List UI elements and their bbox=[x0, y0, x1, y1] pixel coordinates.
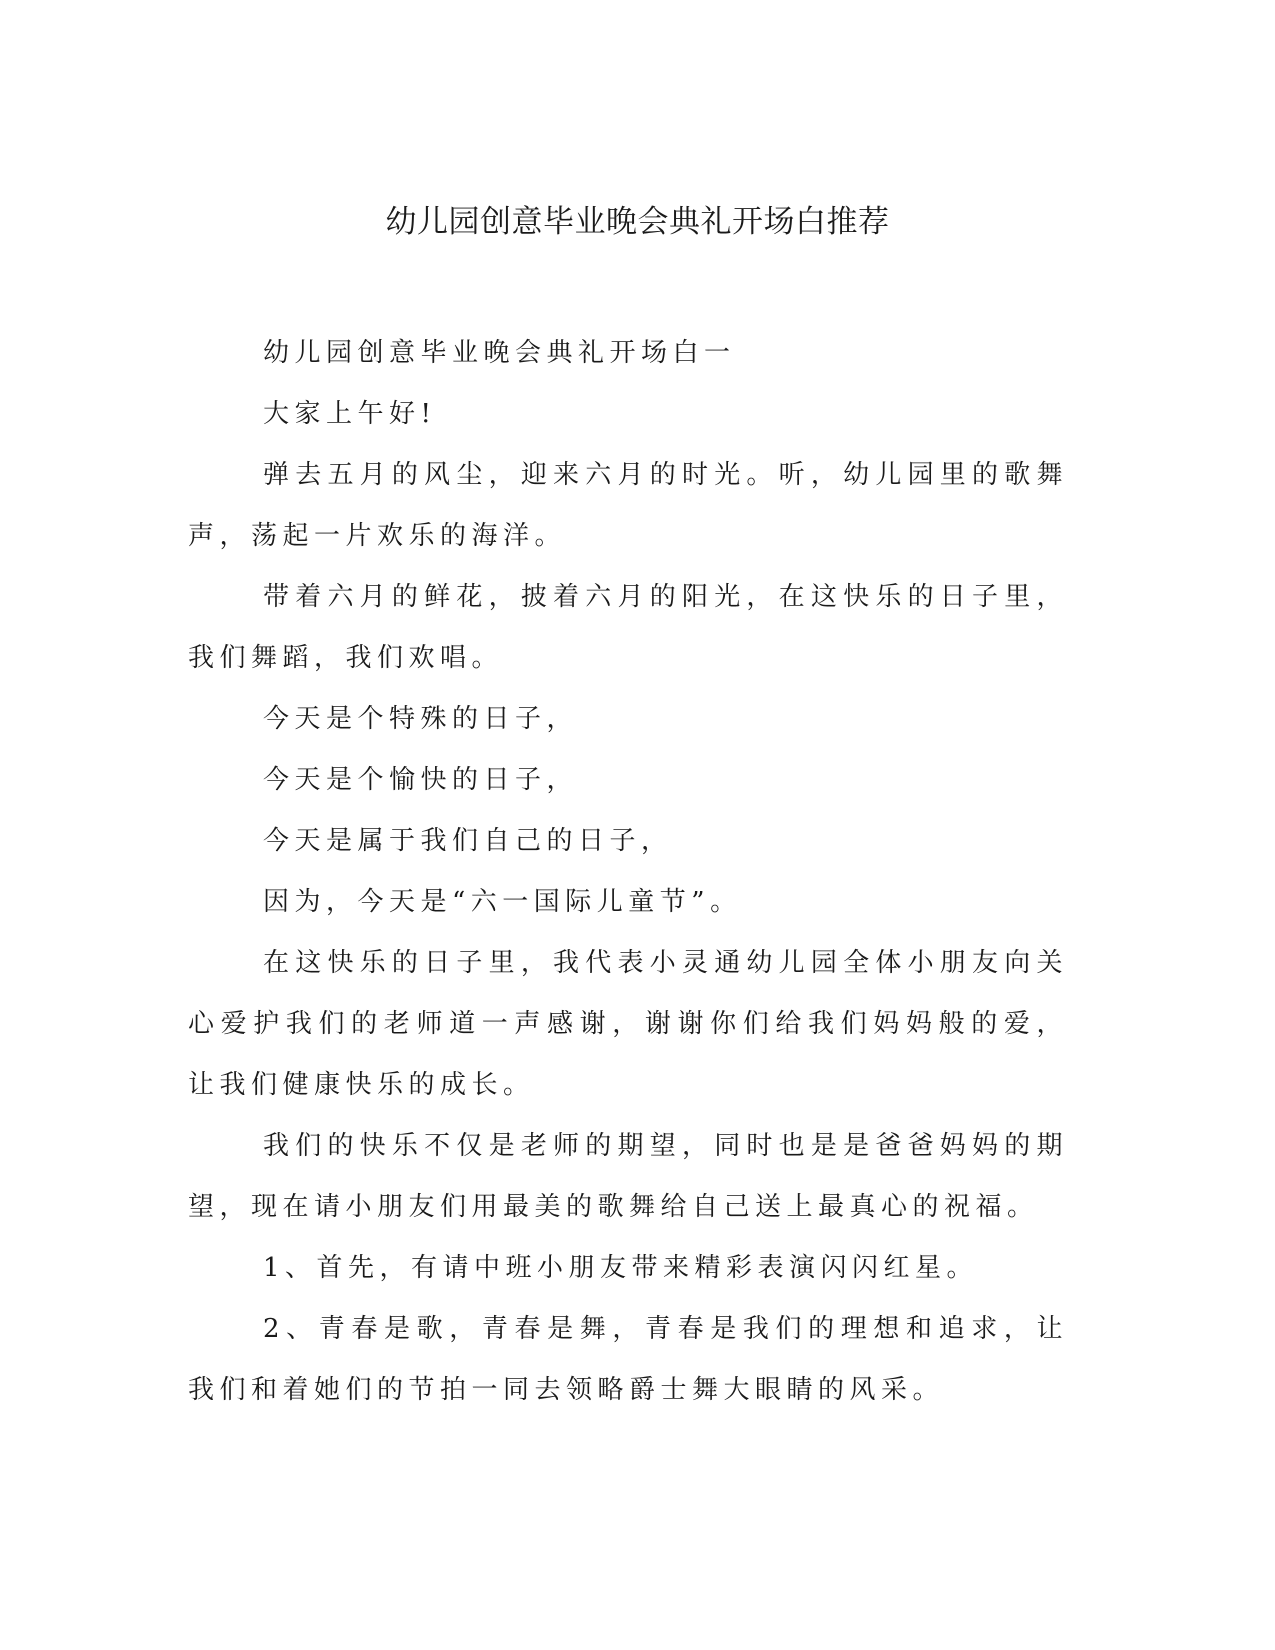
paragraph-program-item: 1、首先，有请中班小朋友带来精彩表演闪闪红星。 bbox=[263, 1253, 979, 1283]
paragraph-section-heading: 幼儿园创意毕业晚会典礼开场白一 bbox=[263, 338, 736, 368]
document-title: 幼儿园创意毕业晚会典礼开场白推荐 bbox=[385, 204, 890, 240]
paragraph-greeting: 大家上午好! bbox=[263, 399, 437, 429]
paragraph: 因为，今天是“六一国际儿童节”。 bbox=[263, 887, 742, 917]
paragraph: 弹去五月的风尘，迎来六月的时光。听，幼儿园里的歌舞声，荡起一片欢乐的海洋。 bbox=[188, 460, 1068, 551]
paragraph-program-item: 2、青春是歌，青春是舞，青春是我们的理想和追求，让我们和着她们的节拍一同去领略爵士舞大眼睛的风采。 bbox=[188, 1314, 1068, 1405]
paragraph: 今天是个特殊的日子， bbox=[263, 704, 579, 734]
paragraph: 今天是个愉快的日子， bbox=[263, 765, 579, 795]
paragraph: 带着六月的鲜花，披着六月的阳光，在这快乐的日子里，我们舞蹈，我们欢唱。 bbox=[188, 582, 1068, 673]
paragraph: 在这快乐的日子里，我代表小灵通幼儿园全体小朋友向关心爱护我们的老师道一声感谢，谢谢你们给我们妈妈般的爱，让我们健康快乐的成长。 bbox=[188, 948, 1068, 1100]
paragraph: 我们的快乐不仅是老师的期望，同时也是是爸爸妈妈的期望，现在请小朋友们用最美的歌舞给自己送上最真心的祝福。 bbox=[188, 1131, 1068, 1222]
paragraph: 今天是属于我们自己的日子， bbox=[263, 826, 673, 856]
document-body bbox=[188, 323, 1068, 1421]
